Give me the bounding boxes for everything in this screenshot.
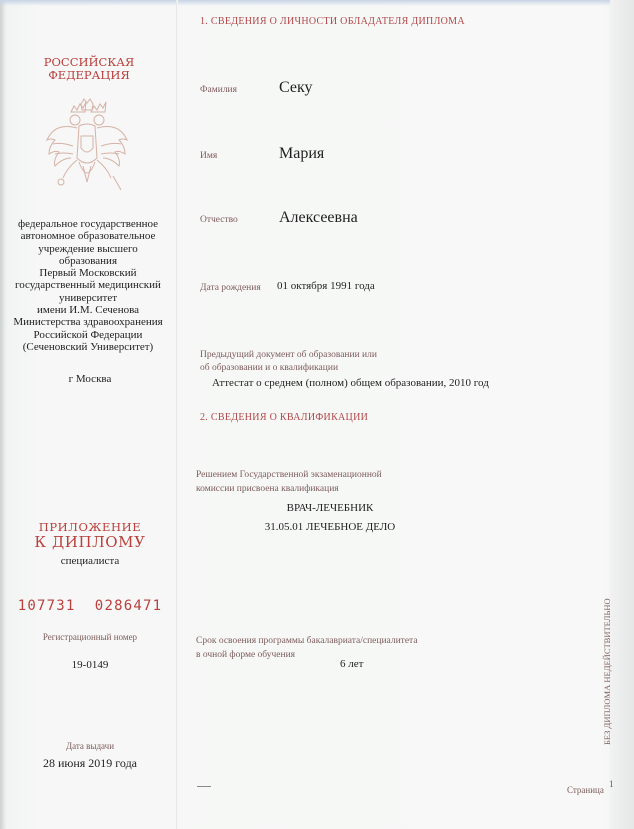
patronymic-value: Алексеевна <box>279 209 358 226</box>
validity-note: БЕЗ ДИПЛОМА НЕДЕЙСТВИТЕЛЬНО <box>602 598 612 745</box>
institution-line: государственный медицинский <box>15 279 161 292</box>
birth-date-value: 01 октября 1991 года <box>277 280 375 292</box>
appendix-type: специалиста <box>60 555 120 567</box>
institution-line: федеральное государственное <box>17 218 158 230</box>
commission-label: Решением Государственной экзаменационной <box>196 470 382 480</box>
country-name: РОССИЙСКАЯ ФЕДЕРАЦИЯ <box>43 55 135 82</box>
section1-title: 1. СВЕДЕНИЯ О ЛИЧНОСТИ ОБЛАДАТЕЛЯ ДИПЛОМА <box>200 16 465 27</box>
institution-line: имени И.М. Сеченова <box>36 304 140 317</box>
study-term-label: Срок освоения программы бакалавриата/специалитета <box>196 636 418 646</box>
commission-label-2: комиссии присвоена квалификация <box>196 484 339 494</box>
previous-document-label-2: об образовании и о квалификации <box>200 363 339 373</box>
scan-right-band <box>610 0 634 829</box>
patronymic-label: Отчество <box>200 215 238 225</box>
registration-label: Регистрационный номер <box>42 632 138 642</box>
institution-line: автономное образовательное <box>20 230 156 243</box>
appendix-title: ПРИЛОЖЕНИЕ <box>38 520 142 534</box>
institution-line: Министерства здравоохранения <box>13 316 163 329</box>
previous-document-value: Аттестат о среднем (полном) общем образовании, 2010 год <box>212 377 489 389</box>
study-term-value: 6 лет <box>340 658 364 670</box>
page-number: 1 <box>609 779 614 789</box>
page-fold <box>176 0 178 829</box>
scan-left-shadow <box>0 0 6 829</box>
name-value: Мария <box>279 145 325 162</box>
institution-line: учреждение высшего <box>38 242 138 255</box>
footer-dash <box>197 786 211 787</box>
page-label: Страница <box>567 785 604 795</box>
registration-number: 19-0149 <box>71 659 109 671</box>
issue-date-label: Дата выдачи <box>65 741 115 751</box>
qualification-value: ВРАЧ-ЛЕЧЕБНИК <box>286 502 374 514</box>
serial-number: 107731 0286471 <box>17 598 163 614</box>
coat-of-arms-icon <box>41 98 133 196</box>
institution-line: Первый Московский <box>39 267 137 280</box>
section2-title: 2. СВЕДЕНИЯ О КВАЛИФИКАЦИИ <box>200 412 369 423</box>
surname-value: Секу <box>279 79 313 96</box>
surname-label: Фамилия <box>200 85 238 95</box>
appendix-subtitle: К ДИПЛОМУ <box>34 533 146 551</box>
study-form-label: в очной форме обучения <box>196 650 296 660</box>
institution-line: Российской Федерации <box>33 328 143 341</box>
scan-top-edge <box>0 0 634 6</box>
institution-line: университет <box>58 291 118 304</box>
specialty-value: 31.05.01 ЛЕЧЕБНОЕ ДЕЛО <box>264 521 396 533</box>
birth-date-label: Дата рождения <box>200 283 261 293</box>
institution-line: образования <box>58 254 118 267</box>
previous-document-label: Предыдущий документ об образовании или <box>200 350 377 360</box>
city: г Москва <box>68 373 112 385</box>
issue-date: 28 июня 2019 года <box>42 756 138 770</box>
institution-name <box>8 218 168 353</box>
institution-line: (Сеченовский Университет) <box>22 340 154 353</box>
name-label: Имя <box>200 151 218 161</box>
